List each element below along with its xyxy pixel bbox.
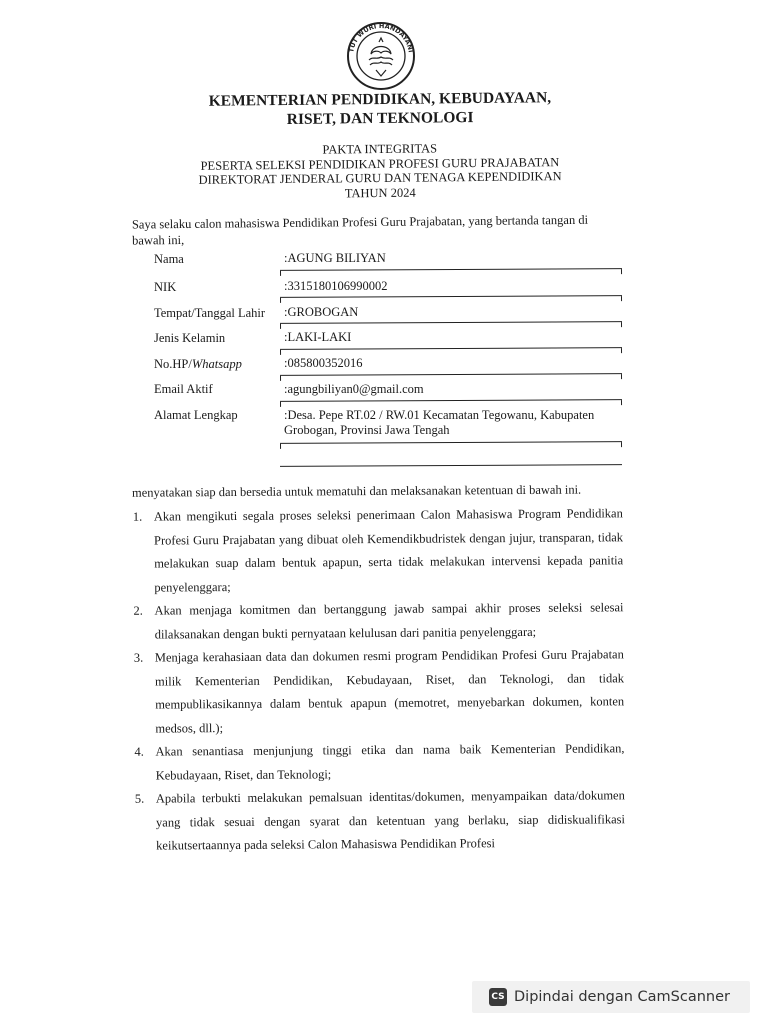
item-text: Apabila terbukti melakukan pemalsuan identitas/dokumen, menyampaikan data/dokumen yang tidak sesuai dengan syarat dan ketentuan yang berlaku, siap didiskualifikasi keikutsertaannya pada seleksi Calon Mahasiswa Pendidikan Profesi [155,788,626,853]
item-text: Akan senantiasa menjunjung tinggi etika dan nama baik Kementerian Pendidikan, Kebudayaan, Riset, dan Teknologi; [155,741,625,783]
title-line-1: PAKTA INTEGRITAS [322,141,438,157]
item-number: 5. [134,791,145,806]
item-text: Menjaga kerahasiaan data dan dokumen resmi program Pendidikan Profesi Guru Prajabatan milik Kementerian Pendidikan, Kebudayaan, Riset, dan Teknologi, dan tidak mempublikasikannya dalam bentuk apapun (memotret, menyebarkan dokumen, konten medsos, dll.); [154,647,625,736]
value-alamat: :Desa. Pepe RT.02 / RW.01 Kecamatan Tegowanu, Kabupaten Grobogan, Provinsi Jawa Tengah [284,408,595,437]
camscanner-text: Dipindai dengan CamScanner [514,989,731,1005]
ministry-heading [150,88,610,131]
statement-text: menyatakan siap dan bersedia untuk mematuhi dan melaksanakan ketentuan di bawah ini. [131,482,582,500]
title-line-4: TAHUN 2024 [344,185,416,200]
document-title [150,140,611,203]
value-ttl: :GROBOGAN [284,305,359,319]
label-email: Email Aktif [154,382,213,396]
list-item [131,596,623,646]
list-item [133,784,625,858]
list-item [132,737,624,787]
list-item [132,643,625,740]
label-nama: Nama [154,252,184,266]
underline-ttl [280,321,622,324]
value-jenis-kelamin: :LAKI-LAKI [284,330,352,344]
title-line-3: DIREKTORAT JENDERAL GURU DAN TENAGA KEPENDIDIKAN [198,169,562,187]
underline-jenis-kelamin [280,347,622,350]
label-hp-whatsapp: Whatsapp [191,357,242,371]
item-number: 2. [133,603,143,618]
camscanner-watermark [472,981,750,1013]
label-jenis-kelamin: Jenis Kelamin [154,331,226,345]
camscanner-icon: CS [489,988,507,1006]
label-alamat: Alamat Lengkap [154,408,238,422]
title-line-2: PESERTA SELEKSI PENDIDIKAN PROFESI GURU PRAJABATAN [200,154,560,173]
value-hp: :085800352016 [284,356,363,370]
svg-text:TUT WURI HANDAYANI: TUT WURI HANDAYANI [347,21,415,54]
value-nik: :3315180106990002 [284,279,388,293]
value-email: :agungbiliyan0@gmail.com [284,382,424,396]
provisions-list [131,502,625,858]
value-nama: :AGUNG BILIYAN [284,251,386,265]
underline-email [280,399,622,402]
item-text: Akan mengikuti segala proses seleksi penerimaan Calon Mahasiswa Program Pendidikan Profesi Guru Prajabatan yang dibuat oleh Kemendikbudristek dengan jujur, transparan, tidak melakukan suap dalam bentuk apapun, serta tidak melakukan intervensi kepada panitia penyelenggara; [153,506,624,595]
label-ttl: Tempat/Tanggal Lahir [154,306,266,320]
underline-nama [280,268,622,271]
label-hp-prefix: No.HP/ [154,357,192,371]
item-number: 4. [134,744,144,759]
underline-hp [280,373,622,376]
ministry-line-1: KEMENTERIAN PENDIDIKAN, KEBUDAYAAN, [208,89,552,110]
underline-nik [280,295,622,298]
label-nik: NIK [154,280,177,294]
item-number: 1. [132,509,143,524]
label-hp [154,357,242,372]
underline-alamat-1 [280,441,622,444]
item-number: 3. [133,650,144,665]
list-item [131,502,624,599]
item-text: Akan menjaga komitmen dan bertanggung jawab sampai akhir proses seleksi selesai dilaksanakan dengan bukti pernyataan kelulusan dari panitia penyelenggara; [154,600,624,642]
tut-wuri-handayani-logo [343,20,419,92]
ministry-line-2: RISET, DAN TEKNOLOGI [286,109,474,128]
intro-paragraph: Saya selaku calon mahasiswa Pendidikan Profesi Guru Prajabatan, yang bertanda tangan di bawah ini, [131,212,589,248]
underline-alamat-2 [280,464,622,467]
